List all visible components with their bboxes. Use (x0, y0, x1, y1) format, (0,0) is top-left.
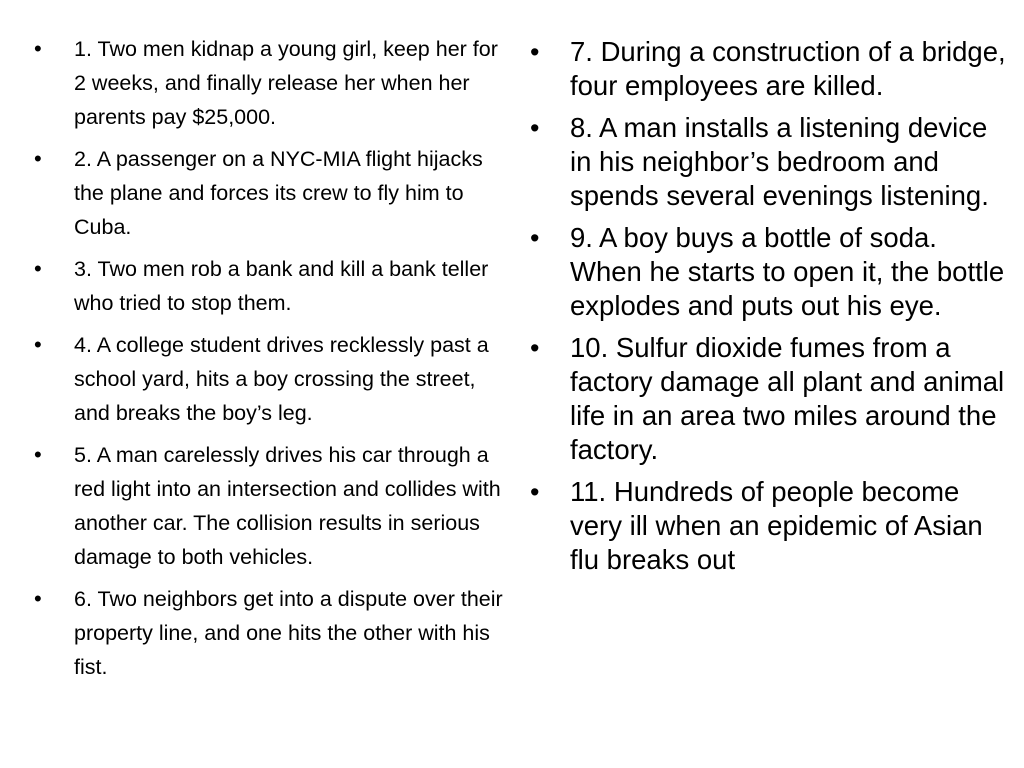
list-item: • 6. Two neighbors get into a dispute over their property line, and one hits the other with his fist. (74, 582, 504, 684)
list-item: • 4. A college student drives recklessly past a school yard, hits a boy crossing the street, and breaks the boy’s leg. (74, 328, 504, 430)
left-bullet-list (0, 32, 512, 692)
list-item: • 3. Two men rob a bank and kill a bank teller who tried to stop them. (74, 252, 504, 320)
list-item: • 7. During a construction of a bridge, four employees are killed. (570, 35, 1014, 103)
list-item: • 10. Sulfur dioxide fumes from a factory damage all plant and animal life in an area two miles around the factory. (570, 331, 1014, 467)
list-item: • 8. A man installs a listening device in his neighbor’s bedroom and spends several evenings listening. (570, 111, 1014, 213)
list-item: • 5. A man carelessly drives his car through a red light into an intersection and collides with another car. The collision results in serious damage to both vehicles. (74, 438, 504, 574)
list-item: • 11. Hundreds of people become very ill when an epidemic of Asian flu breaks out (570, 475, 1014, 577)
list-item: • 2. A passenger on a NYC-MIA flight hijacks the plane and forces its crew to fly him to Cuba. (74, 142, 504, 244)
right-bullet-list (512, 35, 1024, 585)
list-item: • 9. A boy buys a bottle of soda. When he starts to open it, the bottle explodes and puts out his eye. (570, 221, 1014, 323)
list-item: • 1. Two men kidnap a young girl, keep her for 2 weeks, and finally release her when her parents pay $25,000. (74, 32, 504, 134)
